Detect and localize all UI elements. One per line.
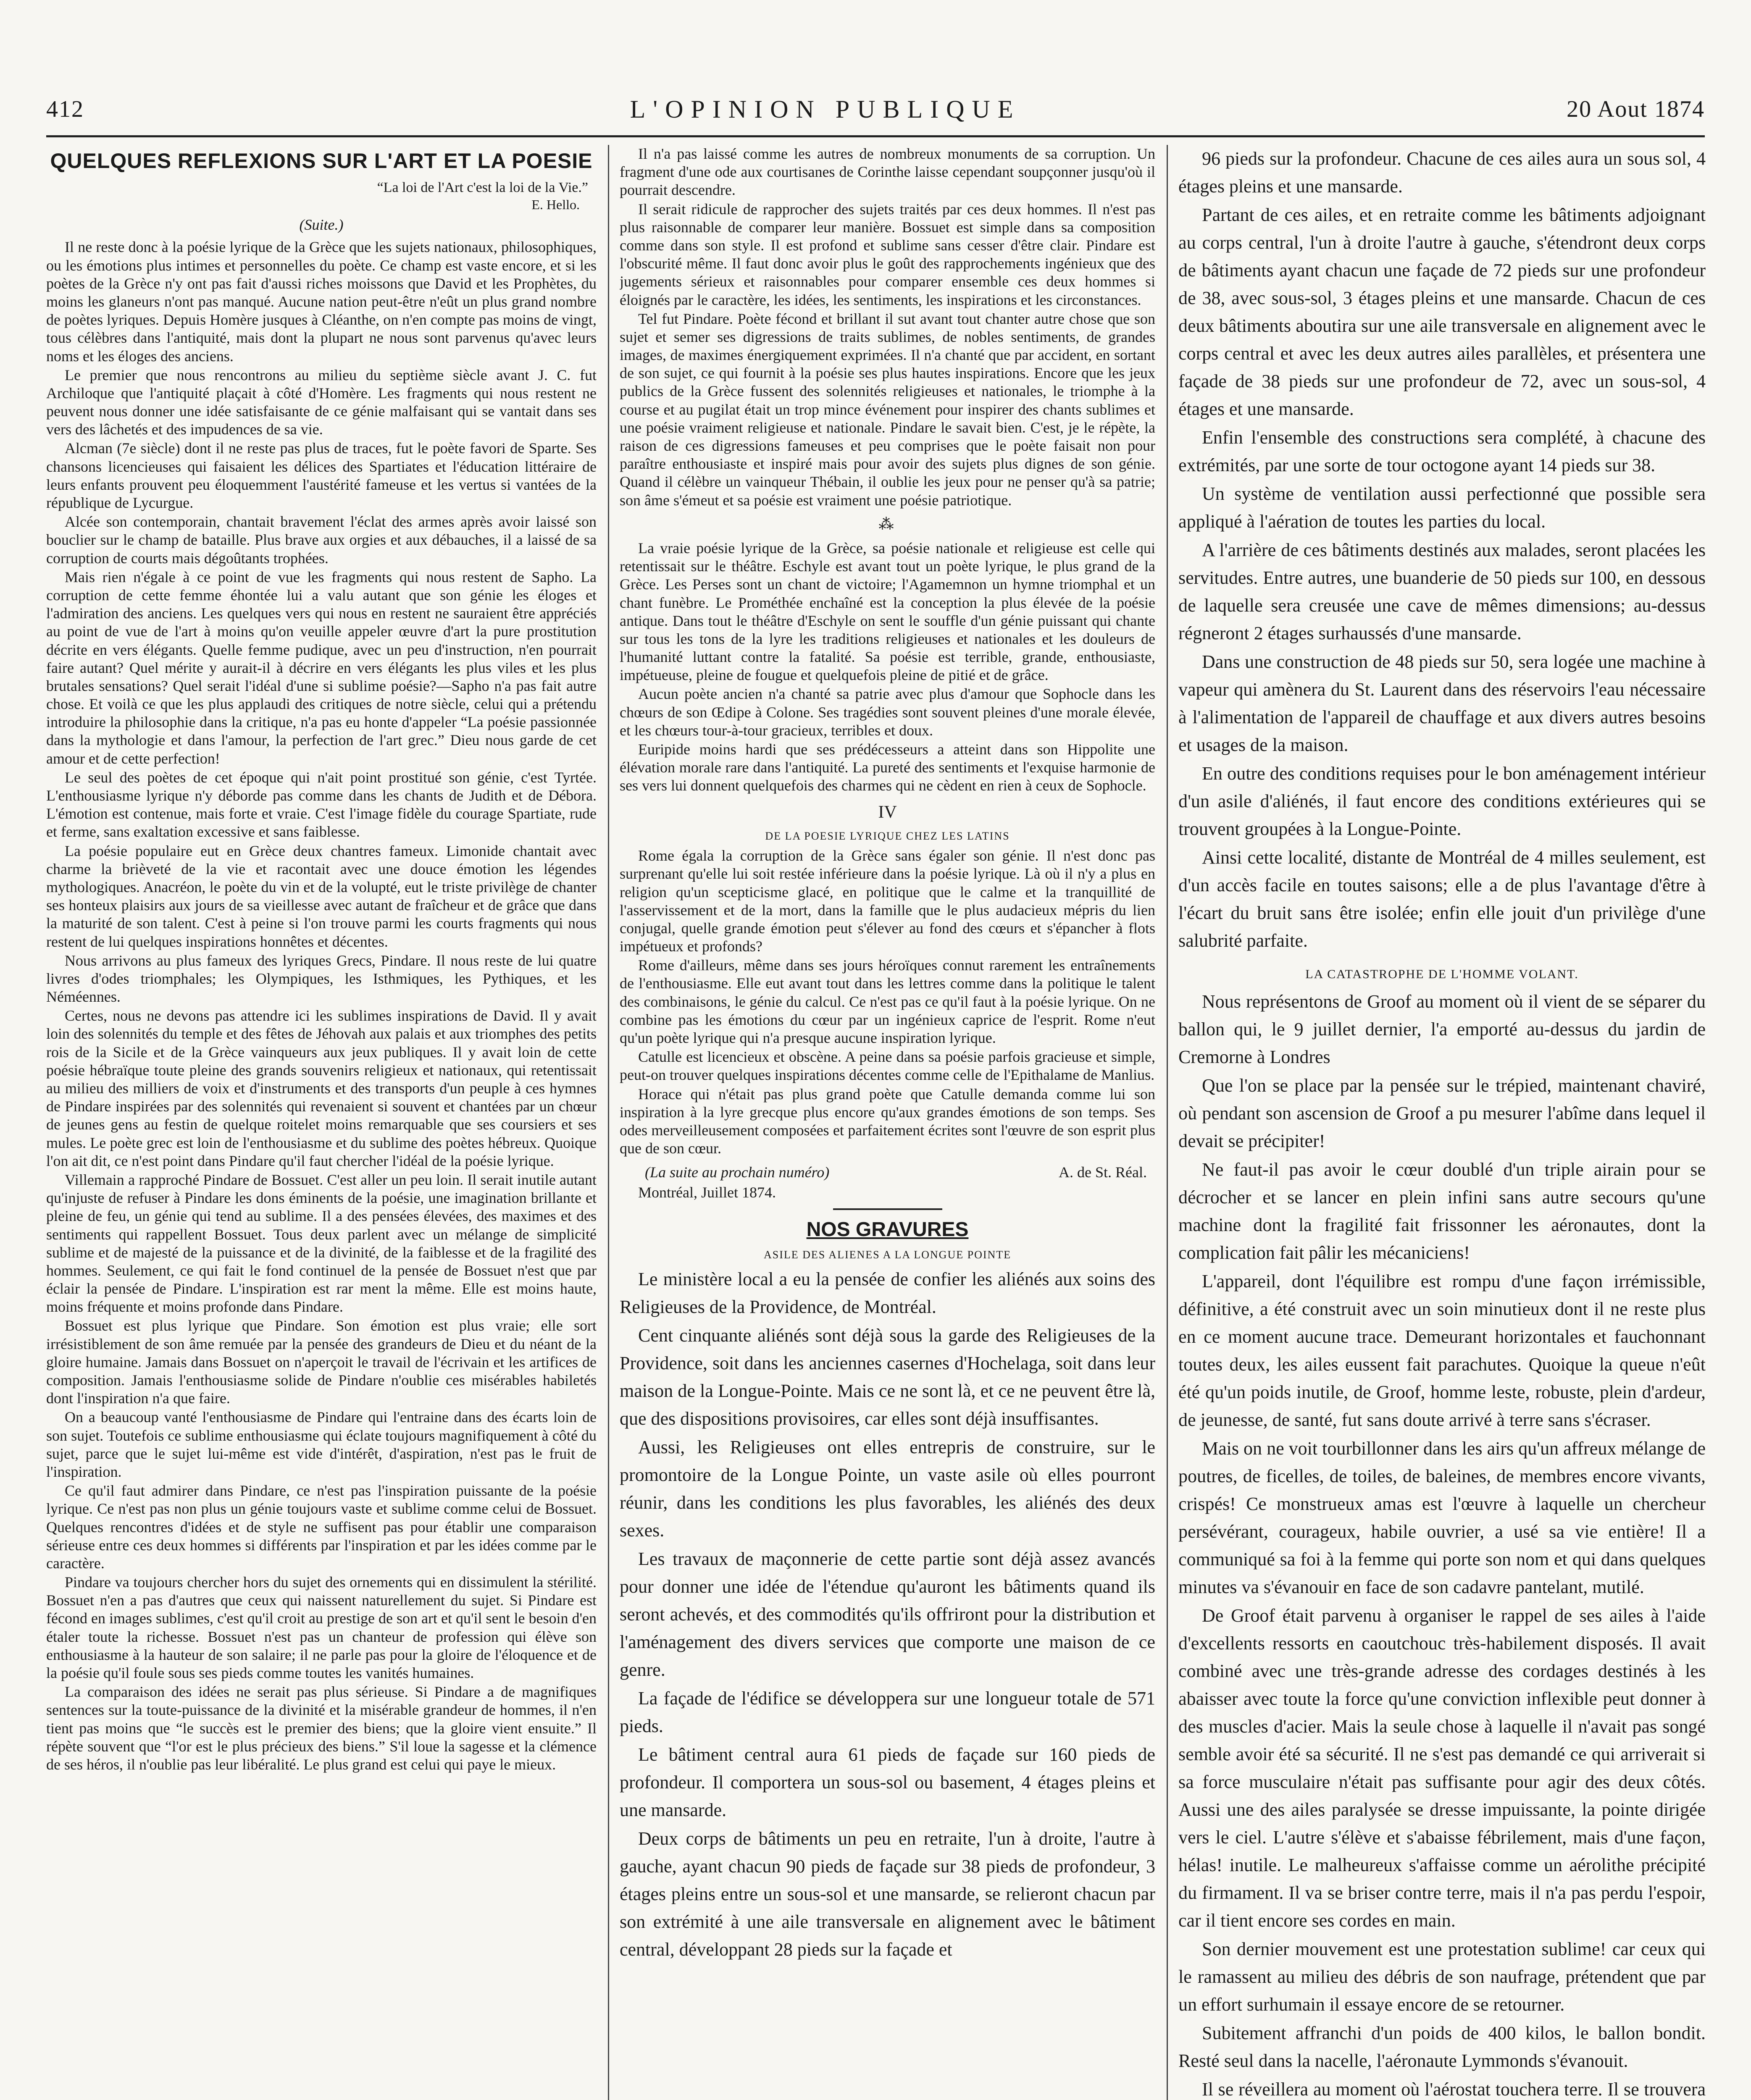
asylum-body-part-2 xyxy=(1178,145,1706,955)
running-head xyxy=(46,90,1705,128)
paragraph: Enfin l'ensemble des constructions sera complété, à chacune des extrémités, par une sorte de tour octogone ayant 14 pieds sur 38. xyxy=(1178,427,1706,475)
paragraph: Aussi, les Religieuses ont elles entrepris de construire, sur le promontoire de la Longue Pointe, un vaste asile où elles pourront réunir, dans les conditions les plus favorables, les aliénés des deux sexes. xyxy=(620,1437,1155,1541)
paragraph: L'appareil, dont l'équilibre est rompu d'une façon irrémissible, définitive, a été construit avec un soin minutieux dont il ne reste plus en ce moment aucune trace. Demeurant horizontales et fauchonnant toutes deux, les ailes eussent fait parachutes. Quoique la queue n'eût été qu'un poids inutile, de Groof, homme leste, robuste, plein d'ardeur, de jeunesse, de santé, fut sans doute arrivé à terre sans s'écraser. xyxy=(1178,1271,1706,1430)
paragraph: La façade de l'édifice se développera sur une longueur totale de 571 pieds. xyxy=(620,1688,1155,1737)
paragraph: Catulle est licencieux et obscène. A peine dans sa poésie parfois gracieuse et simple, peut-on trouver quelques inspirations décentes comme celle de l'Epithalame de Manlius. xyxy=(620,1048,1155,1084)
paragraph: Ainsi cette localité, distante de Montréal de 4 milles seulement, est d'un accès facile en toutes saisons; elle a de plus l'avantage d'être à l'écart du bruit sans être isolée; enfin elle jouit d'un privilège d'une salubrité parfaite. xyxy=(1178,847,1706,951)
epigraph: “La loi de l'Art c'est la loi de la Vie.” xyxy=(377,180,588,195)
article-body-part-3 xyxy=(620,539,1155,795)
paragraph: Le ministère local a eu la pensée de confier les aliénés aux soins des Religieuses de la Providence, de Montréal. xyxy=(620,1269,1155,1318)
issue-date: 20 Aout 1874 xyxy=(1567,96,1705,122)
paragraph: Tel fut Pindare. Poète fécond et brillant il sut avant tout chanter autre chose que son sujet et semer ses digressions de traits sublimes, de nobles sentiments, de grandes images, de maximes énergiquement exprimées. Il n'a chanté que par accident, en sortant de son sujet, ce qui fournit à la poésie ses plus hautes inspirations. Encore que les jeux publics de la Grèce fussent des solennités religieuses et nationales, le triomphe à la course et au pugilat était un trop mince événement pour inspirer des chants sublimes et une poésie vraiment religieuse et nationale. Pindare le savait bien. C'est, je le répète, la raison de ces digressions fameuses et peu comprises que le poète faisait non pour paraître enthousiaste et inspiré mais pour avoir des sujets plus dignes de son génie. Quand il célèbre un vainqueur Thébain, il oublie les jeux pour ne penser qu'à sa patrie; son âme s'émeut et sa poésie est vraiment une poésie patriotique. xyxy=(620,310,1155,509)
paragraph: Rome égala la corruption de la Grèce sans égaler son génie. Il n'est donc pas surprenant qu'elle lui soit restée inférieure dans la poésie lyrique. Là où il n'y a plus en religion qu'un scepticisme glacé, en politique que le calme et la tranquillité de l'asservissement et de la mort, dans la famille que le plus audacieux mépris du lien conjugal, quelle grande émotion peut s'élever au fond des cœurs et s'épancher à flots impétueux et profonds? xyxy=(620,847,1155,955)
paragraph: Mais on ne voit tourbillonner dans les airs qu'un affreux mélange de poutres, de ficelles, de toiles, de baleines, de membres encore vivants, crispés! Ce monstrueux amas est l'œuvre à laquelle un chercheur persévérant, courageux, habile ouvrier, a usé sa vie entière! Il a communiqué sa foi à la femme qui porte son nom et qui dans quelques minutes va s'évanouir en face de son cadavre pantelant, mutilé. xyxy=(1178,1438,1706,1597)
header-rule xyxy=(46,135,1705,137)
paragraph: Villemain a rapproché Pindare de Bossuet. C'est aller un peu loin. Il serait inutile autant qu'injuste de refuser à Pindare les dons éminents de la poésie, une imagination brillante et pleine de feu, un génie qui tend au sublime. Il a des pensées élevées, des maximes et des sentiments qui rappellent Bossuet. Tous deux parlent avec un mélange de simplicité sublime et de majesté de la puissance et de la divinité, de la faiblesse et de la fragilité des hommes. Seulement, ce qui fait le fond continuel de la pensée de Bossuet n'est que par éclair la pensée de Pindare. L'inspiration est rar ment la même. Elle est moins haute, moins fréquente et moins profonde dans Pindare. xyxy=(46,1171,597,1315)
aeronaut-body xyxy=(1178,988,1706,2100)
paragraph: Il ne reste donc à la poésie lyrique de la Grèce que les sujets nationaux, philosophiques, ou les émotions plus intimes et personnelles du poète. Ce champ est vaste encore, et si les poètes de la Grèce n'y ont pas fait d'aussi riches moissons que David et les Prophètes, du moins les glaneurs n'ont pas manqué. Aucune nation peut-être n'eût un plus grand nombre de poètes lyriques. Depuis Homère jusques à Cléanthe, on n'en compte pas moins de vingt, tous célèbres dans l'antiquité, mais dont la plupart ne nous sont parvenus qu'avec leurs noms et les éloges des anciens. xyxy=(46,239,597,365)
paragraph: Partant de ces ailes, et en retraite comme les bâtiments adjoignant au corps central, l'un à droite l'autre à gauche, s'étendront deux corps de bâtiments ayant chacun une façade de 72 pieds sur une profondeur de 38, avec sous-sol, 3 étages pleins et une mansarde. Chacun de ces deux bâtiments aboutira sur une aile transversale en alignement avec le corps central et avec les deux autres ailes parallèles, et présentera une façade de 38 pieds sur une profondeur de 72, avec un sous-sol, 4 étages et une mansarde. xyxy=(1178,205,1706,419)
continued-label: (Suite.) xyxy=(299,216,344,234)
author-signature: A. de St. Réal. xyxy=(1059,1164,1147,1181)
epigraph-source: E. Hello. xyxy=(531,197,580,212)
column-3 xyxy=(1178,145,1706,2100)
article-body-part-2 xyxy=(620,145,1155,509)
paragraph: Certes, nous ne devons pas attendre ici les sublimes inspirations de David. Il y avait loin des solennités du temple et des fêtes de Jéhovah aux palais et aux triomphes des petits rois de la Sicile et de la Grèce vainqueurs aux jeux publiques. Il y avait loin de cette poésie hébraïque toute pleine des grands souvenirs religieux et nationaux, qui retentissait au milieu des milliers de voix et d'instruments et des transports d'un peuple à ces hymnes de Pindare inspirées par des solennités qui revenaient si souvent et chantées par un chœur de jeunes gens au festin de quelque roitelet moins remarquable que ses coursiers et ses mules. Le poète grec est loin de l'enthousiasme et du sublime des poètes hébreux. Quoique l'on ait dit, ce n'est point dans Pindare qu'il faut chercher l'idéal de la poésie lyrique. xyxy=(46,1007,597,1169)
to-be-continued: (La suite au prochain numéro) xyxy=(645,1164,830,1181)
paragraph: Il se réveillera au moment où l'aérostat touchera terre. Il se trouvera xyxy=(1202,2079,1706,2100)
page-number: 412 xyxy=(46,96,84,122)
paragraph: Ce qu'il faut admirer dans Pindare, ce n'est pas l'inspiration puissante de la poésie lyrique. Ce n'est pas non plus un génie toujours vaste et sublime comme celui de Bossuet. Quelques rencontres d'idées et de style ne suffisent pas pour établir une comparaison sérieuse entre ces deux hommes si différents par l'inspiration et par les idées comme par le caractère. xyxy=(46,1482,597,1572)
section-heading: DE LA POESIE LYRIQUE CHEZ LES LATINS xyxy=(765,830,1010,842)
paragraph: La vraie poésie lyrique de la Grèce, sa poésie nationale et religieuse est celle qui retentissait sur le théâtre. Eschyle est avant tout un poète lyrique, le plus grand de la Grèce. Les Perses sont un chant de victoire; l'Agamemnon un hymne triomphal et un chant funèbre. Le Prométhée enchaîné est la conception la plus élevée de la poésie antique. Dans tout le théâtre d'Eschyle on sent le souffle d'un génie puissant qui chante sur tous les tons de la lyre les traditions religieuses et nationales et les douleurs de l'humanité luttant contre la fatalité. Sa poésie est terrible, grande, enthousiaste, impétueuse, pleine de fougue et quelquefois pleine de pitié et de grâce. xyxy=(620,539,1155,684)
section-rule xyxy=(833,1208,942,1210)
column-1 xyxy=(46,145,597,2100)
paragraph: Il n'a pas laissé comme les autres de nombreux monuments de sa corruption. Un fragment d'une ode aux courtisanes de Corinthe laisse cependant soupçonner jusqu'où il pourrait descendre. xyxy=(620,145,1155,199)
paragraph: La comparaison des idées ne serait pas plus sérieuse. Si Pindare a de magnifiques sentences sur la toute-puissance de la divinité et la misérable grandeur de hommes, il n'en tient pas moins que “le succès est le premier des biens; que la gloire vient ensuite.” Il répète souvent que “l'or est le plus précieux des biens.” S'il loue la sagesse et la clémence de ses héros, il n'oublie pas leur libéralité. Le plus grand est celui qui paye le mieux. xyxy=(46,1683,597,1773)
column-separator xyxy=(1167,145,1168,2100)
column-separator xyxy=(608,145,609,2100)
paragraph: On a beaucoup vanté l'enthousiasme de Pindare qui l'entraine dans des écarts loin de son sujet. Toutefois ce sublime enthousiasme qui éclate toujours magnifiquement à côté du sujet, parce que le sujet lui-même est vide d'intérêt, d'aspiration, n'est pas le fruit de l'inspiration. xyxy=(46,1409,597,1480)
paragraph: Le seul des poètes de cet époque qui n'ait point prostitué son génie, c'est Tyrtée. L'enthousiasme lyrique n'y déborde pas comme dans les chants de Judith et de Débora. L'émotion est contenue, mais forte et vraie. C'est l'image fidèle du courage Spartiate, rude et ferme, sans exaltation excessive et sans faiblesse. xyxy=(46,769,597,840)
column-2 xyxy=(620,145,1155,2100)
paragraph: Bossuet est plus lyrique que Pindare. Son émotion est plus vraie; elle sort irrésistiblement de son âme remuée par la pensée des grandeurs de Dieu et du néant de la gloire humaine. Jamais dans Bossuet on n'aperçoit le travail de l'écrivain et les artifices de composition. Jamais l'enthousiasme solide de Pindare n'oublie ces misérables habiletés dont l'inspiration n'a que faire. xyxy=(46,1317,597,1407)
paragraph: Alcman (7e siècle) dont il ne reste pas plus de traces, fut le poète favori de Sparte. Ses chansons licencieuses qui faisaient les délices des Spartiates et l'éducation littéraire de leurs enfants prouvent peu éloquemment l'austérité fameuse et les vertus si vantées de la république de Lycurgue. xyxy=(46,440,597,511)
paragraph: De Groof était parvenu à organiser le rappel de ses ailes à l'aide d'excellents ressorts en caoutchouc très-habilement disposés. Il avait combiné avec une très-grande adresse des cordages destinés à les abaisser avec toute la force qu'une conviction inflexible peut donner à des muscles d'acier. Mais la seule chose à laquelle il n'avait pas songé semble avoir été sa sécurité. Il ne s'est pas demandé ce qui arriverait si sa force musculaire n'était pas suffisante pour agir des deux côtés. Aussi une des ailes paralysée se dresse impuissante, la pointe dirigée vers le ciel. L'autre s'élève et s'abaisse fébrilement, mais d'une façon, hélas! inutile. Le malheureux s'affaisse comme un aérolithe précipité du firmament. Il va se briser contre terre, mais il n'a pas perdu l'espoir, car il tient encore ses cordes en main. xyxy=(1178,1605,1706,1931)
paragraph: Il serait ridicule de rapprocher des sujets traités par ces deux hommes. Il n'est pas plus raisonnable de comparer leur manière. Bossuet est simple dans sa composition comme dans son style. Il est profond et sublime sans cesser d'être clair. Pindare est l'obscurité même. Il faut donc avoir plus le goût des rapprochements ingénieux que des jugements sérieux et raisonnables pour comparer ensemble ces deux hommes si éloignés par le caractère, les idées, les sentiments, les inspirations et les circonstances. xyxy=(620,200,1155,308)
paragraph: Cent cinquante aliénés sont déjà sous la garde des Religieuses de la Providence, soit dans les anciennes casernes d'Hochelaga, soit dans leur maison de la Longue-Pointe. Mais ce ne sont là, et ce ne peuvent être là, que des dispositions provisoires, car elles sont déjà insuffisantes. xyxy=(620,1325,1155,1429)
section-asterism: ⁂ xyxy=(878,515,897,533)
gravures-title: NOS GRAVURES xyxy=(806,1218,969,1241)
paragraph: Euripide moins hardi que ses prédécesseurs a atteint dans son Hippolite une élévation morale rare dans l'antiquité. La pureté des sentiments et l'exquise harmonie de ses vers lui donnent quelquefois des charmes qui ne cèdent en rien à ceux de Sophocle. xyxy=(620,741,1155,794)
paragraph: En outre des conditions requises pour le bon aménagement intérieur d'un asile d'aliénés, il faut encore des conditions extérieures qui se trouvent groupées à la Longue-Pointe. xyxy=(1178,763,1706,839)
paragraph: Dans une construction de 48 pieds sur 50, sera logée une machine à vapeur qui amènera du St. Laurent dans des réservoirs l'eau nécessaire à l'alimentation de l'appareil de chauffage et aux divers autres besoins et usages de la maison. xyxy=(1178,651,1706,755)
paragraph: Aucun poète ancien n'a chanté sa patrie avec plus d'amour que Sophocle dans les chœurs de son Œdipe à Colone. Ses tragédies sont souvent pleines d'une morale élevée, et les chœurs tour-à-tour gracieux, terribles et doux. xyxy=(620,685,1155,739)
paragraph: A l'arrière de ces bâtiments destinés aux malades, seront placées les servitudes. Entre autres, une buanderie de 50 pieds sur 100, en dessous de laquelle sera creusée une cave de mêmes dimensions; au-dessus régneront 2 étages surhaussés d'une mansarde. xyxy=(1178,540,1706,643)
paragraph: Nous représentons de Groof au moment où il vient de se séparer du ballon qui, le 9 juillet dernier, l'a emporté au-dessus du jardin de Cremorne à Londres xyxy=(1178,991,1706,1067)
dateline: Montréal, Juillet 1874. xyxy=(638,1184,776,1201)
article-body-part-1 xyxy=(46,238,597,1774)
signature-line xyxy=(645,1163,1147,1181)
paragraph: Que l'on se place par la pensée sur le trépied, maintenant chaviré, où pendant son ascension de Groof a pu mesurer l'abîme dans lequel il devait se précipiter! xyxy=(1178,1075,1706,1151)
paragraph: Alcée son contemporain, chantait bravement l'éclat des armes après avoir laissé son bouclier sur le champ de bataille. Plus brave aux orgies et aux débauches, il a laissé de sa corruption de courts mais dégoûtants trophées. xyxy=(46,513,597,567)
paragraph: Nous arrivons au plus fameux des lyriques Grecs, Pindare. Il nous reste de lui quatre livres d'odes triomphales; les Olympiques, les Isthmiques, les Pythiques, et les Néméennes. xyxy=(46,952,597,1005)
paragraph: Deux corps de bâtiments un peu en retraite, l'un à droite, l'autre à gauche, ayant chacun 90 pieds de façade sur 38 pieds de profondeur, 3 étages pleins entre un sous-sol et une mansarde, se relieront chacun par son extrémité à une aile transversale en alignement avec le bâtiment central, développant 28 pieds sur la façade et xyxy=(620,1828,1155,1960)
paragraph: Un système de ventilation aussi perfectionné que possible sera appliqué à l'aération de toutes les parties du local. xyxy=(1178,483,1706,532)
paragraph: Les travaux de maçonnerie de cette partie sont déjà assez avancés pour donner une idée de l'étendue qu'auront les bâtiments quand ils seront achevés, et des commodités qu'ils offriront pour la distribution et l'aménagement des divers services que comporte une maison de ce genre. xyxy=(620,1549,1155,1680)
paragraph: Le premier que nous rencontrons au milieu du septième siècle avant J. C. fut Archiloque que l'antiquité plaçait à côté d'Homère. Les fragments qui nous restent ne peuvent nous donner une idée satisfaisante de ce génie malfaisant qui se vantait dans ses vers des lâchetés et des impudences de sa vie. xyxy=(46,366,597,438)
article-title: QUELQUES REFLEXIONS SUR L'ART ET LA POESIE xyxy=(50,149,593,173)
paragraph: La poésie populaire eut en Grèce deux chantres fameux. Limonide chantait avec charme la brièveté de la vie et racontait avec une douce émotion les légendes mythologiques. Anacréon, le poète du vin et de la volupté, eut le triste privilège de chanter ses honteux plaisirs aux jours de sa vieillesse avec autant de fraîcheur et de grâce que dans la maturité de son talent. C'est à peine si l'on trouve parmi les courts fragments qui nous restent de lui quelques inspirations honnêtes et décentes. xyxy=(46,842,597,950)
asylum-body-part-1 xyxy=(620,1265,1155,1964)
article-body-part-4 xyxy=(620,847,1155,1158)
paragraph: 96 pieds sur la profondeur. Chacune de ces ailes aura un sous sol, 4 étages pleins et une mansarde. xyxy=(1178,148,1706,197)
paragraph: Ne faut-il pas avoir le cœur doublé d'un triple airain pour se décrocher et se lancer en plein infini sans autre secours qu'une machine dont la fragilité fait frissonner les aéronautes, dont la complication fait pâlir les mécaniciens! xyxy=(1178,1159,1706,1263)
aeronaut-heading: LA CATASTROPHE DE L'HOMME VOLANT. xyxy=(1305,967,1579,981)
asylum-heading: ASILE DES ALIENES A LA LONGUE POINTE xyxy=(763,1249,1012,1261)
paragraph: Horace qui n'était pas plus grand poète que Catulle demanda comme lui son inspiration à la lyre grecque plus encore qu'aux grandes émotions de son temps. Ses odes merveilleusement composées et parfaitement écrites sont l'œuvre de son esprit plus que de son cœur. xyxy=(620,1085,1155,1157)
publication-title: L'OPINION PUBLIQUE xyxy=(630,95,1021,123)
paragraph: Mais rien n'égale à ce point de vue les fragments qui nous restent de Sapho. La corruption de cette femme éhontée lui a valu autant que son génie les éloges et l'admiration des anciens. Les quelques vers qui nous en restent ne sauraient être appréciés au point de vue de l'art à moins qu'on veuille appeler œuvre d'art la pure prostitution décrite en vers élégants. Quelle femme pudique, avec un peu d'instruction, n'en pourrait faire autant? Quel mérite y aurait-il à décrire en vers élégants les plus viles et les plus brutales sensations? Quel serait l'idéal d'une si sublime poésie?—Sapho n'a pas fait autre chose. Et voilà ce que les plus applaudi des critiques de notre siècle, celui qui a prétendu introduire la philosophie dans la critique, n'a pas eu honte d'appeler “La poésie passionnée dans la mythologie et dans l'amour, la perfection de l'art grec.” Dieu nous garde de cet amour et de cette perfection! xyxy=(46,568,597,767)
paragraph: Le bâtiment central aura 61 pieds de façade sur 160 pieds de profondeur. Il comportera un sous-sol ou basement, 4 étages pleins et une mansarde. xyxy=(620,1744,1155,1821)
paragraph: Pindare va toujours chercher hors du sujet des ornements qui en dissimulent la stérilité. Bossuet n'en a pas d'autres que ceux qui naissent naturellement du sujet. Si Pindare est fécond en images sublimes, c'est qu'il croit au prestige de son art et qu'il sent le besoin d'en étaler toute la richesse. Bossuet n'est pas un chanteur de profession qui élève son enthousiasme à la hauteur de son salaire; il ne parle pas pour la gloire de l'éloquence et de la poésie qu'il foule sous ses pieds comme toutes les vanités humaines. xyxy=(46,1574,597,1681)
paragraph: Subitement affranchi d'un poids de 400 kilos, le ballon bondit. Resté seul dans la nacelle, l'aéronaute Lymmonds s'évanouit. xyxy=(1178,2023,1706,2071)
paragraph: Son dernier mouvement est une protestation sublime! car ceux qui le ramassent au milieu des débris de son naufrage, prétendent que par un effort surhumain il essaye encore de se retourner. xyxy=(1178,1939,1706,2015)
paragraph: Rome d'ailleurs, même dans ses jours héroïques connut rarement les entraînements de l'enthousiasme. Elle eut avant tout dans les lettres comme dans la politique le talent des combinaisons, le génie du calcul. Ce n'est pas ce qu'il faut à la poésie lyrique. On ne combine pas les émotions du cœur par un ingénieux caprice de l'esprit. Rome n'eut qu'un poète lyrique qui n'a presque aucune inspiration lyrique. xyxy=(620,957,1155,1047)
section-number: IV xyxy=(878,802,897,822)
